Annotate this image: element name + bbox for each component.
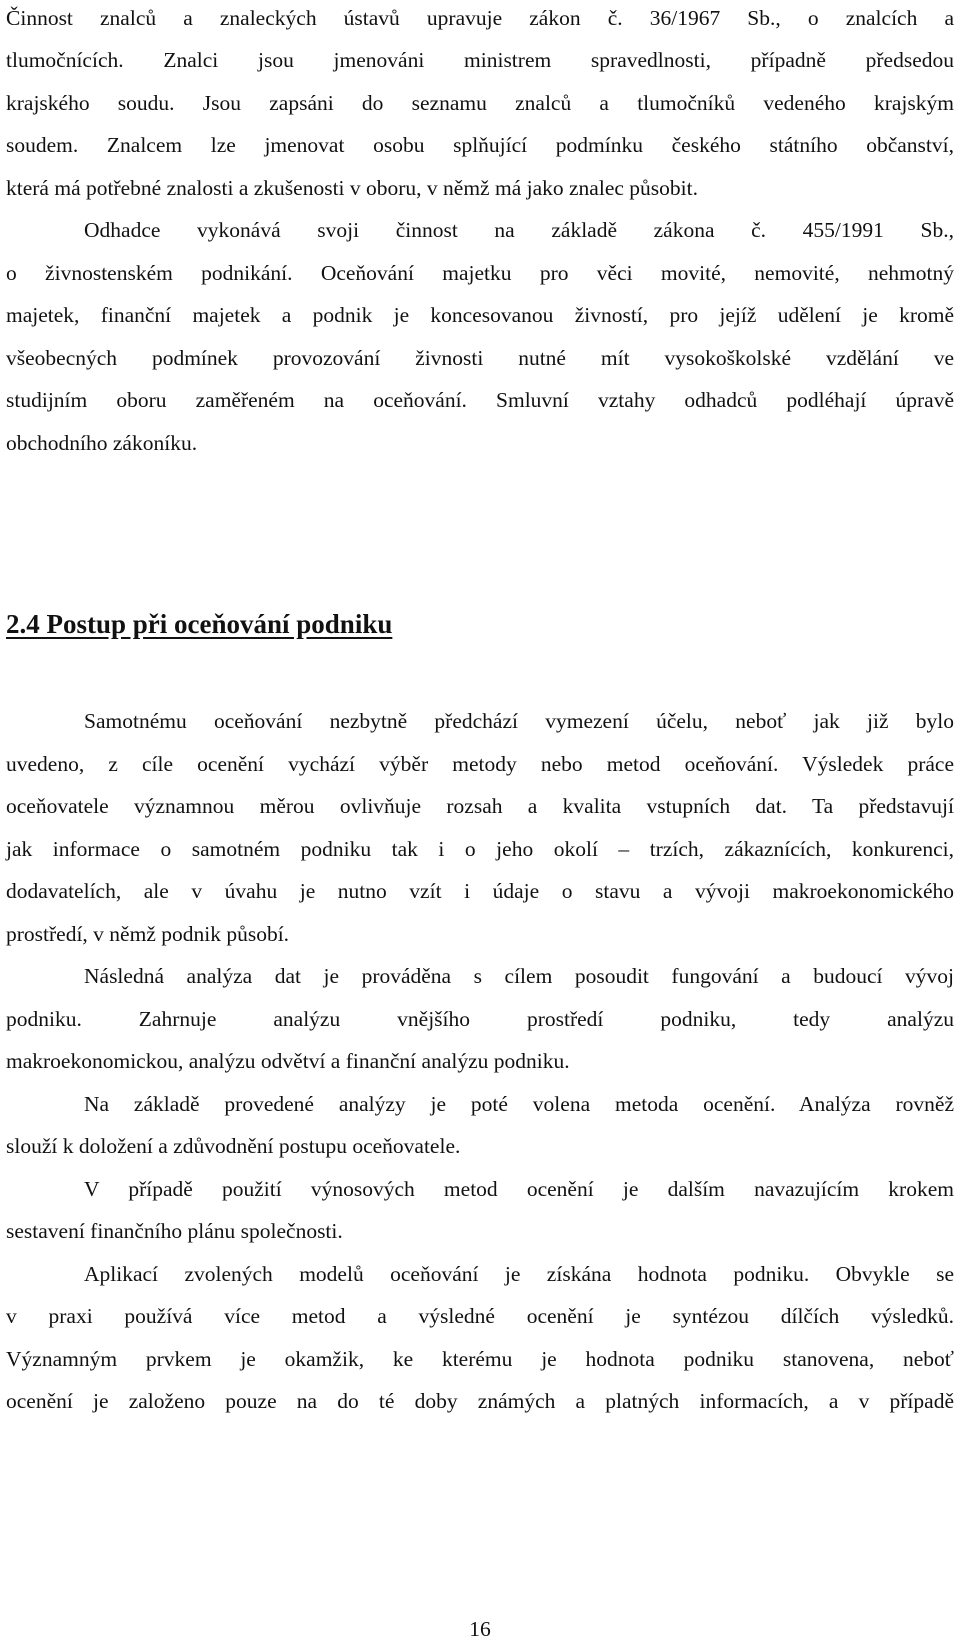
text-line: tlumočnících. Znalci jsou jmenováni ministrem spravedlnosti, případně předsedou	[6, 48, 954, 72]
page-number: 16	[469, 1617, 491, 1641]
text-line: která má potřebné znalosti a zkušenosti v oboru, v němž má jako znalec působit.	[6, 176, 698, 200]
section-heading: 2.4 Postup při oceňování podniku	[6, 609, 393, 639]
text-line: Na základě provedené analýzy je poté volena metoda ocenění. Analýza rovněž	[84, 1092, 954, 1116]
text-line: V případě použití výnosových metod ocenění je dalším navazujícím krokem	[84, 1177, 954, 1201]
text-line: Samotnému oceňování nezbytně předchází vymezení účelu, neboť jak již bylo	[84, 709, 954, 733]
text-line: majetek, finanční majetek a podnik je koncesovanou živností, pro jejíž udělení je kromě	[6, 303, 954, 327]
text-line: krajského soudu. Jsou zapsáni do seznamu znalců a tlumočníků vedeného krajským	[6, 91, 954, 115]
text-line: Činnost znalců a znaleckých ústavů upravuje zákon č. 36/1967 Sb., o znalcích a	[6, 6, 954, 30]
text-line: slouží k doložení a zdůvodnění postupu oceňovatele.	[6, 1134, 461, 1158]
text-line: Významným prvkem je okamžik, ke kterému je hodnota podniku stanovena, neboť	[6, 1347, 954, 1371]
text-line: všeobecných podmínek provozování živnosti nutné mít vysokoškolské vzdělání ve	[6, 346, 954, 370]
text-line: Aplikací zvolených modelů oceňování je získána hodnota podniku. Obvykle se	[84, 1262, 954, 1286]
text-line: sestavení finančního plánu společnosti.	[6, 1219, 343, 1243]
text-line: jak informace o samotném podniku tak i o jeho okolí – trzích, zákaznících, konkurenci,	[6, 837, 954, 861]
text-line: uvedeno, z cíle ocenění vychází výběr metody nebo metod oceňování. Výsledek práce	[6, 752, 954, 776]
text-line: podniku. Zahrnuje analýzu vnějšího prostředí podniku, tedy analýzu	[6, 1007, 954, 1031]
text-line: Následná analýza dat je prováděna s cílem posoudit fungování a budoucí vývoj	[84, 964, 954, 988]
text-line: soudem. Znalcem lze jmenovat osobu splňující podmínku českého státního občanství,	[6, 133, 954, 157]
text-line: ocenění je založeno pouze na do té doby známých a platných informacích, a v případě	[6, 1389, 954, 1413]
text-line: makroekonomickou, analýzu odvětví a finanční analýzu podniku.	[6, 1049, 570, 1073]
text-line: Odhadce vykonává svoji činnost na základě zákona č. 455/1991 Sb.,	[84, 218, 954, 242]
text-line: oceňovatele významnou měrou ovlivňuje rozsah a kvalita vstupních dat. Ta představují	[6, 794, 954, 818]
text-line: prostředí, v němž podnik působí.	[6, 922, 290, 946]
text-line: v praxi používá více metod a výsledné ocenění je syntézou dílčích výsledků.	[6, 1304, 954, 1328]
text-line: dodavatelích, ale v úvahu je nutno vzít i údaje o stavu a vývoji makroekonomického	[6, 879, 954, 903]
text-line: obchodního zákoníku.	[6, 431, 198, 455]
text-line: studijním oboru zaměřeném na oceňování. Smluvní vztahy odhadců podléhají úpravě	[6, 388, 954, 412]
text-line: o živnostenském podnikání. Oceňování majetku pro věci movité, nemovité, nehmotný	[6, 261, 954, 285]
